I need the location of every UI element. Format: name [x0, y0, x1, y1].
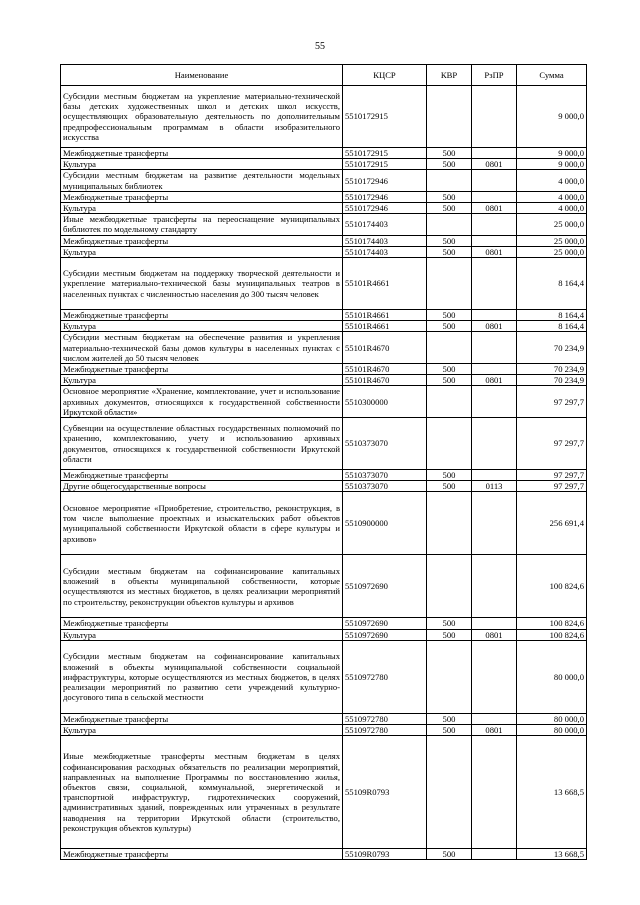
- row-kvr-cell: [427, 555, 472, 618]
- row-name-cell: Другие общегосударственные вопросы: [61, 481, 343, 492]
- row-name-cell: Межбюджетные трансферты: [61, 713, 343, 724]
- row-rzpr-cell: [472, 386, 517, 418]
- row-kvr-cell: 500: [427, 310, 472, 321]
- row-kcsr-cell: 5510172915: [343, 148, 427, 159]
- header-sum: Сумма: [517, 65, 587, 86]
- row-kcsr-cell: 5510900000: [343, 492, 427, 555]
- row-kvr-cell: [427, 736, 472, 849]
- row-kcsr-cell: 5510174403: [343, 214, 427, 235]
- row-kvr-cell: 500: [427, 159, 472, 170]
- row-kvr-cell: [427, 492, 472, 555]
- row-sum-cell: 70 234,9: [517, 364, 587, 375]
- table-row: [61, 492, 587, 555]
- row-sum-cell: 70 234,9: [517, 375, 587, 386]
- row-kcsr-cell: 5510972780: [343, 713, 427, 724]
- row-kvr-cell: 500: [427, 849, 472, 860]
- table-row: [61, 86, 587, 148]
- row-rzpr-cell: [472, 86, 517, 148]
- row-kcsr-cell: 5510172946: [343, 191, 427, 202]
- row-kcsr-cell: 5510172915: [343, 86, 427, 148]
- row-kcsr-cell: 5510373070: [343, 481, 427, 492]
- row-kvr-cell: [427, 640, 472, 713]
- row-rzpr-cell: 0801: [472, 321, 517, 332]
- row-kcsr-cell: 55101R4661: [343, 321, 427, 332]
- table-row: [61, 235, 587, 246]
- row-name-cell: Культура: [61, 203, 343, 214]
- row-rzpr-cell: [472, 364, 517, 375]
- row-sum-cell: 80 000,0: [517, 713, 587, 724]
- row-sum-cell: 97 297,7: [517, 481, 587, 492]
- row-name-cell: Межбюджетные трансферты: [61, 310, 343, 321]
- row-name-cell: Межбюджетные трансферты: [61, 148, 343, 159]
- row-kcsr-cell: 5510174403: [343, 246, 427, 257]
- row-kvr-cell: 500: [427, 191, 472, 202]
- table-row: [61, 470, 587, 481]
- row-kvr-cell: [427, 258, 472, 310]
- row-kvr-cell: 500: [427, 246, 472, 257]
- row-rzpr-cell: 0801: [472, 629, 517, 640]
- row-name-cell: Культура: [61, 246, 343, 257]
- row-kvr-cell: 500: [427, 203, 472, 214]
- row-rzpr-cell: 0801: [472, 375, 517, 386]
- row-rzpr-cell: 0801: [472, 246, 517, 257]
- row-kcsr-cell: 5510174403: [343, 235, 427, 246]
- row-rzpr-cell: [472, 492, 517, 555]
- row-kcsr-cell: 5510172946: [343, 170, 427, 191]
- row-kcsr-cell: 5510972780: [343, 640, 427, 713]
- row-rzpr-cell: [472, 214, 517, 235]
- table-row: [61, 321, 587, 332]
- row-kcsr-cell: 5510300000: [343, 386, 427, 418]
- table-row: [61, 191, 587, 202]
- row-kcsr-cell: 5510972690: [343, 629, 427, 640]
- row-name-cell: Субсидии местным бюджетам на поддержку творческой деятельности и укрепление материально-технической базы муниципальных театров в населенных пунктах с численностью населения до 300 тысяч человек: [61, 258, 343, 310]
- row-sum-cell: 9 000,0: [517, 86, 587, 148]
- row-kvr-cell: 500: [427, 725, 472, 736]
- row-name-cell: Культура: [61, 321, 343, 332]
- row-kcsr-cell: 5510972690: [343, 618, 427, 629]
- row-rzpr-cell: [472, 170, 517, 191]
- row-rzpr-cell: [472, 470, 517, 481]
- row-kvr-cell: 500: [427, 629, 472, 640]
- row-rzpr-cell: [472, 418, 517, 470]
- row-sum-cell: 9 000,0: [517, 159, 587, 170]
- table-row: [61, 713, 587, 724]
- row-sum-cell: 100 824,6: [517, 618, 587, 629]
- row-name-cell: Субсидии местным бюджетам на софинансирование капитальных вложений в объекты муниципальной собственности социальной инфраструктуры, которые осуществляются из местных бюджетов, в целях реализации мероприятий по развитию сети учреждений культурно-досугового типа в сельской местности: [61, 640, 343, 713]
- table-row: [61, 640, 587, 713]
- row-kvr-cell: [427, 214, 472, 235]
- row-kcsr-cell: 55101R4661: [343, 258, 427, 310]
- row-kvr-cell: 500: [427, 375, 472, 386]
- row-sum-cell: 100 824,6: [517, 629, 587, 640]
- table-row: [61, 418, 587, 470]
- row-name-cell: Основное мероприятие «Приобретение, строительство, реконструкция, в том числе выполнение проектных и изыскательских работ объектов муниципальной собственности Иркутской области в сфере культуры и архивов»: [61, 492, 343, 555]
- row-sum-cell: 13 668,5: [517, 736, 587, 849]
- table-row: [61, 555, 587, 618]
- header-name: Наименование: [61, 65, 343, 86]
- row-sum-cell: 25 000,0: [517, 235, 587, 246]
- row-sum-cell: 8 164,4: [517, 321, 587, 332]
- row-name-cell: Межбюджетные трансферты: [61, 235, 343, 246]
- row-name-cell: Межбюджетные трансферты: [61, 364, 343, 375]
- row-kvr-cell: 500: [427, 148, 472, 159]
- row-name-cell: Культура: [61, 629, 343, 640]
- row-kvr-cell: [427, 170, 472, 191]
- table-row: [61, 203, 587, 214]
- budget-table: [60, 64, 587, 860]
- row-rzpr-cell: [472, 555, 517, 618]
- table-row: [61, 159, 587, 170]
- row-name-cell: Субсидии местным бюджетам на развитие деятельности модельных муниципальных библиотек: [61, 170, 343, 191]
- row-kvr-cell: 500: [427, 618, 472, 629]
- header-kcsr: КЦСР: [343, 65, 427, 86]
- table-row: [61, 629, 587, 640]
- row-sum-cell: 25 000,0: [517, 246, 587, 257]
- row-name-cell: Межбюджетные трансферты: [61, 191, 343, 202]
- table-row: [61, 214, 587, 235]
- row-name-cell: Субсидии местным бюджетам на обеспечение развития и укрепления материально-технической базы домов культуры в населенных пунктах с числом жителей до 50 тысяч человек: [61, 332, 343, 364]
- row-rzpr-cell: [472, 332, 517, 364]
- row-kvr-cell: [427, 418, 472, 470]
- table-row: [61, 332, 587, 364]
- row-kcsr-cell: 5510172946: [343, 203, 427, 214]
- row-name-cell: Культура: [61, 159, 343, 170]
- table-row: [61, 258, 587, 310]
- row-rzpr-cell: [472, 235, 517, 246]
- row-kcsr-cell: 55109R0793: [343, 736, 427, 849]
- row-name-cell: Межбюджетные трансферты: [61, 618, 343, 629]
- row-name-cell: Основное мероприятие «Хранение, комплектование, учет и использование архивных документов, относящихся к государственной собственности Иркутской области»: [61, 386, 343, 418]
- table-row: [61, 148, 587, 159]
- row-name-cell: Культура: [61, 375, 343, 386]
- row-kvr-cell: 500: [427, 713, 472, 724]
- row-name-cell: Субвенции на осуществление областных государственных полномочий по хранению, комплектованию, учету и использованию архивных документов, относящихся к государственной собственности Иркутской области: [61, 418, 343, 470]
- row-kcsr-cell: 55101R4670: [343, 364, 427, 375]
- row-sum-cell: 97 297,7: [517, 470, 587, 481]
- row-sum-cell: 97 297,7: [517, 418, 587, 470]
- row-rzpr-cell: 0801: [472, 159, 517, 170]
- table-header-row: [61, 65, 587, 86]
- row-kcsr-cell: 5510373070: [343, 418, 427, 470]
- row-sum-cell: 4 000,0: [517, 203, 587, 214]
- row-sum-cell: 80 000,0: [517, 725, 587, 736]
- row-sum-cell: 100 824,6: [517, 555, 587, 618]
- table-row: [61, 170, 587, 191]
- table-row: [61, 386, 587, 418]
- table-row: [61, 618, 587, 629]
- row-kcsr-cell: 55101R4670: [343, 375, 427, 386]
- row-kvr-cell: [427, 86, 472, 148]
- row-name-cell: Субсидии местным бюджетам на софинансирование капитальных вложений в объекты муниципальной собственности, которые осуществляются из местных бюджетов, в целях реализации мероприятий по строительству, реконструкции объектов культуры и архивов: [61, 555, 343, 618]
- row-kvr-cell: 500: [427, 481, 472, 492]
- row-kvr-cell: 500: [427, 321, 472, 332]
- row-sum-cell: 25 000,0: [517, 214, 587, 235]
- table-row: [61, 246, 587, 257]
- table-body: [61, 86, 587, 860]
- row-kcsr-cell: 55109R0793: [343, 849, 427, 860]
- row-sum-cell: 4 000,0: [517, 191, 587, 202]
- row-rzpr-cell: [472, 148, 517, 159]
- row-rzpr-cell: 0113: [472, 481, 517, 492]
- row-kcsr-cell: 5510972690: [343, 555, 427, 618]
- table-row: [61, 481, 587, 492]
- row-rzpr-cell: 0801: [472, 203, 517, 214]
- row-name-cell: Культура: [61, 725, 343, 736]
- row-name-cell: Межбюджетные трансферты: [61, 849, 343, 860]
- table-row: [61, 736, 587, 849]
- row-rzpr-cell: [472, 736, 517, 849]
- table-row: [61, 375, 587, 386]
- row-rzpr-cell: [472, 849, 517, 860]
- row-sum-cell: 8 164,4: [517, 310, 587, 321]
- table-row: [61, 310, 587, 321]
- row-name-cell: Иные межбюджетные трансферты на переоснащение муниципальных библиотек по модельному стандарту: [61, 214, 343, 235]
- row-kcsr-cell: 55101R4670: [343, 332, 427, 364]
- table-row: [61, 364, 587, 375]
- header-rzpr: РзПР: [472, 65, 517, 86]
- row-sum-cell: 80 000,0: [517, 640, 587, 713]
- row-rzpr-cell: [472, 191, 517, 202]
- row-sum-cell: 4 000,0: [517, 170, 587, 191]
- row-rzpr-cell: [472, 713, 517, 724]
- row-name-cell: Иные межбюджетные трансферты местным бюджетам в целях софинансирования расходных обязательств по реализации мероприятий, направленных на выполнение Программы по восстановлению жилья, объектов связи, социальной, коммунальной, энергетической и транспортной инфраструктур, гидротехнических сооружений, административных зданий, поврежденных или утраченных в результате наводнения на территории Иркутской области (строительство, реконструкция объектов культуры): [61, 736, 343, 849]
- row-rzpr-cell: [472, 258, 517, 310]
- row-rzpr-cell: [472, 618, 517, 629]
- row-kvr-cell: 500: [427, 470, 472, 481]
- row-kvr-cell: 500: [427, 364, 472, 375]
- row-kcsr-cell: 5510373070: [343, 470, 427, 481]
- row-sum-cell: 13 668,5: [517, 849, 587, 860]
- table-row: [61, 725, 587, 736]
- row-sum-cell: 97 297,7: [517, 386, 587, 418]
- row-rzpr-cell: 0801: [472, 725, 517, 736]
- row-kcsr-cell: 5510172915: [343, 159, 427, 170]
- row-sum-cell: 9 000,0: [517, 148, 587, 159]
- row-name-cell: Межбюджетные трансферты: [61, 470, 343, 481]
- row-rzpr-cell: [472, 640, 517, 713]
- page-number: 55: [315, 41, 325, 52]
- row-name-cell: Субсидии местным бюджетам на укрепление материально-технической базы детских художественных школ и детских школ искусств, осуществляющих образовательную деятельность по дополнительным предпрофессиональным программам в области изобразительного искусства: [61, 86, 343, 148]
- row-kcsr-cell: 55101R4661: [343, 310, 427, 321]
- row-kvr-cell: [427, 386, 472, 418]
- row-sum-cell: 256 691,4: [517, 492, 587, 555]
- header-kvr: КВР: [427, 65, 472, 86]
- row-kcsr-cell: 5510972780: [343, 725, 427, 736]
- row-sum-cell: 70 234,9: [517, 332, 587, 364]
- row-kvr-cell: 500: [427, 235, 472, 246]
- row-kvr-cell: [427, 332, 472, 364]
- table-row: [61, 849, 587, 860]
- row-sum-cell: 8 164,4: [517, 258, 587, 310]
- row-rzpr-cell: [472, 310, 517, 321]
